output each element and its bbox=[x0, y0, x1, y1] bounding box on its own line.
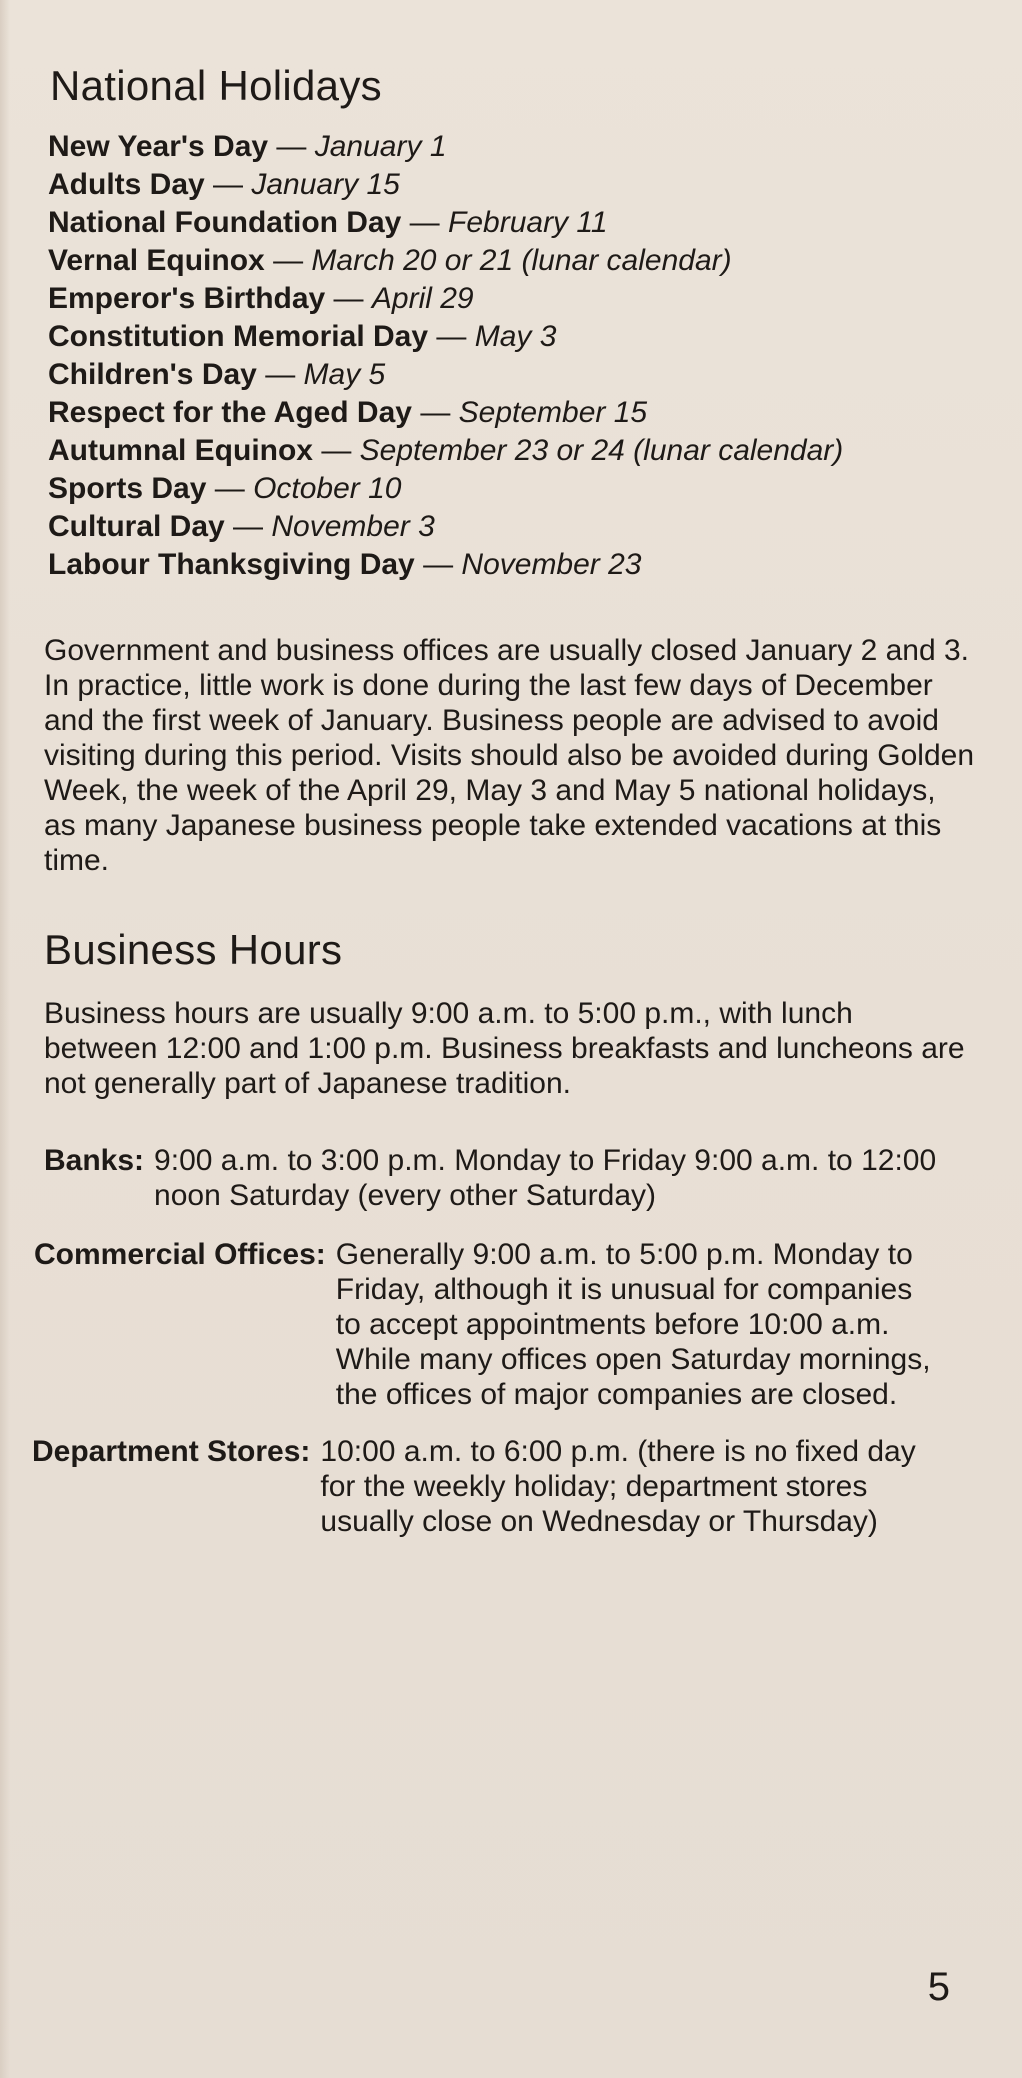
holiday-dash: — bbox=[206, 472, 254, 505]
holiday-item bbox=[48, 204, 982, 241]
holiday-dash: — bbox=[325, 282, 372, 315]
holiday-date: February 11 bbox=[448, 206, 608, 239]
holiday-date: October 10 bbox=[253, 472, 402, 505]
holiday-name: Labour Thanksgiving Day bbox=[48, 548, 415, 581]
holiday-dash: — bbox=[256, 358, 304, 391]
holiday-name: Children's Day bbox=[48, 358, 257, 391]
holiday-dash: — bbox=[411, 396, 459, 429]
holiday-item bbox=[48, 546, 982, 583]
banks-hours-row bbox=[44, 1143, 982, 1213]
holiday-item bbox=[48, 128, 982, 165]
business-hours-paragraph: Business hours are usually 9:00 a.m. to 5:00 p.m., with lunch between 12:00 and 1:00 p.m. Business breakfasts and luncheons are not generally part of Japanese tradition. bbox=[44, 997, 965, 1100]
commercial-offices-hours: Generally 9:00 a.m. to 5:00 p.m. Monday to Friday, although it is unusual for companies to accept appointments before 10:00 a.m. While many offices open Saturday mornings, the offices of major companies are closed. bbox=[335, 1238, 931, 1411]
holiday-date: September 23 or 24 (lunar calendar) bbox=[359, 434, 844, 467]
holiday-dash: — bbox=[313, 434, 360, 467]
page-edge bbox=[0, 0, 10, 2078]
holiday-date: May 5 bbox=[303, 358, 386, 391]
banks-label: Banks: bbox=[44, 1144, 145, 1177]
department-stores-hours: 10:00 a.m. to 6:00 p.m. (there is no fixed day for the weekly holiday; department stores usually close on Wednesday or Thursday) bbox=[320, 1435, 916, 1538]
holiday-date: September 15 bbox=[458, 396, 648, 429]
holiday-dash: — bbox=[268, 130, 315, 163]
holiday-dash: — bbox=[224, 510, 272, 543]
holiday-name: Cultural Day bbox=[48, 510, 225, 543]
department-stores-hours-row bbox=[32, 1434, 982, 1539]
holiday-name: Autumnal Equinox bbox=[48, 434, 313, 467]
holiday-item bbox=[48, 470, 982, 507]
holiday-item bbox=[48, 432, 982, 469]
business-hours-heading: Business Hours bbox=[44, 926, 343, 973]
holiday-dash: — bbox=[401, 206, 449, 239]
holiday-date: November 3 bbox=[271, 510, 435, 543]
office-closures-paragraph: Government and business offices are usually closed January 2 and 3. In practice, little work is done during the last few days of December and the first week of January. Business people are advised to avoid visiting during this period. Visits should also be avoided during Golden Week, the week of the April 29, May 3 and May 5 national holidays, as many Japanese business people take extended vacations at this time. bbox=[44, 634, 975, 877]
holiday-name: Vernal Equinox bbox=[48, 244, 265, 277]
holiday-item bbox=[48, 166, 982, 203]
page-number: 5 bbox=[927, 1965, 950, 2009]
holiday-date: March 20 or 21 (lunar calendar) bbox=[311, 244, 732, 277]
holiday-item bbox=[48, 280, 982, 317]
holiday-date: November 23 bbox=[461, 548, 642, 581]
holiday-item bbox=[48, 356, 982, 393]
banks-hours: 9:00 a.m. to 3:00 p.m. Monday to Friday 9:00 a.m. to 12:00 noon Saturday (every other Saturday) bbox=[154, 1144, 937, 1212]
holiday-item bbox=[48, 394, 982, 431]
holiday-dash: — bbox=[264, 244, 312, 277]
holiday-name: Emperor's Birthday bbox=[48, 282, 326, 315]
holiday-name: National Foundation Day bbox=[48, 206, 402, 239]
holiday-date: January 15 bbox=[251, 168, 400, 201]
holiday-item bbox=[48, 242, 982, 279]
holiday-date: January 1 bbox=[314, 130, 447, 163]
holiday-dash: — bbox=[204, 168, 252, 201]
holiday-dash: — bbox=[428, 320, 475, 353]
holiday-list bbox=[48, 128, 982, 583]
holiday-name: Respect for the Aged Day bbox=[48, 396, 412, 429]
commercial-offices-label: Commercial Offices: bbox=[34, 1238, 326, 1271]
holiday-dash: — bbox=[414, 548, 462, 581]
holiday-name: New Year's Day bbox=[48, 130, 269, 163]
commercial-offices-hours-row bbox=[34, 1237, 982, 1412]
holiday-name: Adults Day bbox=[48, 168, 205, 201]
holiday-date: May 3 bbox=[474, 320, 557, 353]
holiday-name: Sports Day bbox=[48, 472, 207, 505]
department-stores-label: Department Stores: bbox=[32, 1435, 311, 1468]
national-holidays-heading: National Holidays bbox=[50, 62, 382, 109]
holiday-item bbox=[48, 508, 982, 545]
holiday-date: April 29 bbox=[371, 282, 474, 315]
holiday-name: Constitution Memorial Day bbox=[48, 320, 429, 353]
holiday-item bbox=[48, 318, 982, 355]
